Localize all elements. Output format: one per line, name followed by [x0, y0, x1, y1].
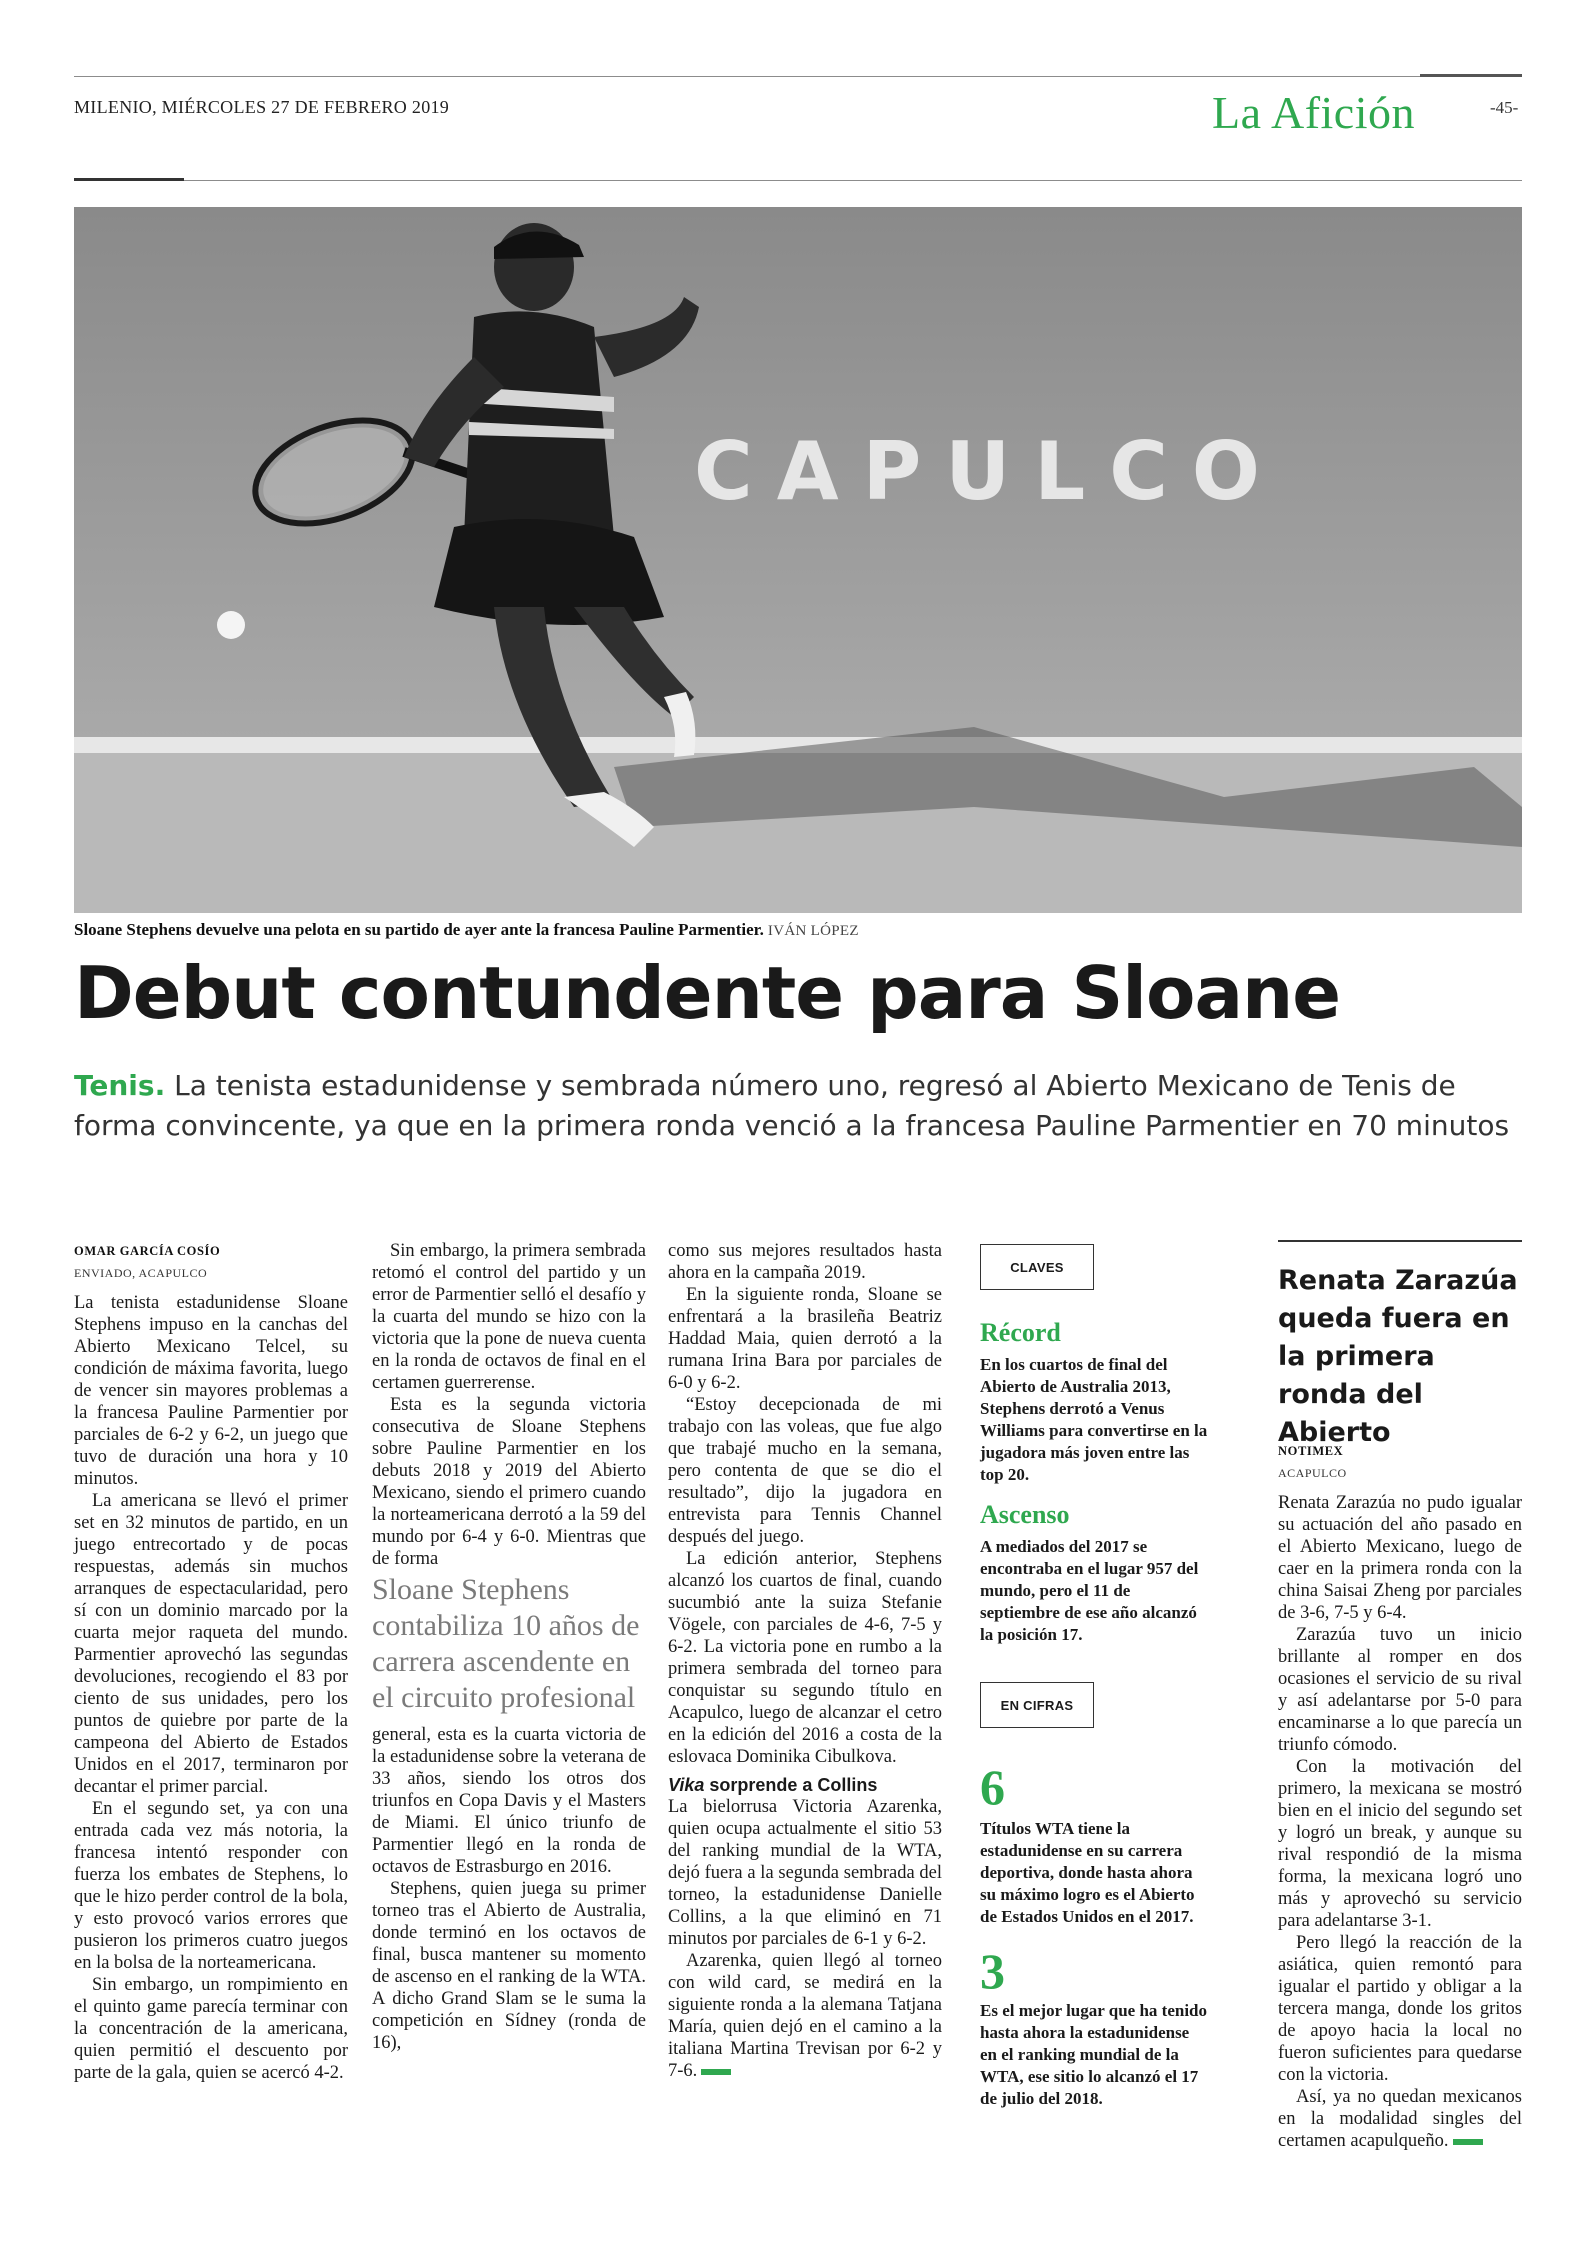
article-column-3 — [668, 1240, 942, 2082]
side-article-headline: Renata Zarazúa queda fuera en la primera ronda del Abierto — [1278, 1265, 1518, 1448]
deck-line-2: forma convincente, ya que en la primera ronda venció a la francesa Pauline Parmentier en 70 minutos — [74, 1109, 1510, 1142]
record-text: En los cuartos de final del Abierto de Australia 2013, Stephens derrotó a Venus Williams para convertirse en la jugadora más joven entre las top 20. — [980, 1355, 1208, 1484]
paragraph: Zarazúa tuvo un inicio brillante al romper en dos ocasiones el servicio de su rival y así adelantarse por 5-0 para encaminarse a lo que parecía un triunfo cómodo. — [1278, 1625, 1522, 1755]
figure-number-3: 3 — [980, 1943, 1005, 1999]
page-number: -45- — [1490, 98, 1519, 117]
deck — [74, 1066, 1534, 1146]
paragraph: Sin embargo, un rompimiento en el quinto game parecía terminar con la concentración de la americana, quien permitió el descuento por parte de la gala, quien se acercó 4-2. — [74, 1975, 348, 2083]
ascenso-title: Ascenso — [980, 1500, 1070, 1529]
paragraph: Pero llegó la reacción de la asiática, quien remontó para igualar el partido y obligar a la tercera manga, donde los gritos de apoyo hacia la local no fueron suficientes para quedarse con la victoria. — [1278, 1933, 1522, 2085]
photo-credit: IVÁN LÓPEZ — [767, 923, 859, 939]
byline: OMAR GARCÍA COSÍO — [74, 1244, 221, 1258]
paragraph: La bielorrusa Victoria Azarenka, quien ocupa actualmente el sitio 53 del ranking mundial de la WTA, dejó fuera a la segunda sembrada del torneo, la estadunidense Danielle Collins, a la que eliminó en 71 minutos por parciales de 6-1 y 6-2. — [668, 1797, 942, 1949]
header-bottom-rule-accent — [74, 178, 184, 181]
en-cifras-label: EN CIFRAS — [980, 1682, 1094, 1728]
header-bottom-rule — [74, 180, 1522, 181]
paragraph: La americana se llevó el primer set en 32 minutos de partido, en un juego entrecortado y de pocas respuestas, además sin muchos arranques de espectacularidad, pero sí con un dominio marcado por la cuarta mejor raqueta del mundo. Parmentier aprovechó las segundas devoluciones, recogiendo el 83 por ciento de sus unidades, pero los puntos de quiebre por parte de la campeona del Abierto de Estados Unidos en el 2017, terminaron por decantar el primer parcial. — [74, 1491, 348, 1797]
paragraph — [1278, 2086, 1522, 2152]
paragraph — [668, 1950, 942, 2082]
deck-kicker: Tenis. — [74, 1069, 166, 1102]
court-lettering: CAPULCO — [694, 425, 1284, 518]
side-byline-location: ACAPULCO — [1278, 1466, 1347, 1480]
side-article-body — [1278, 1440, 1522, 2152]
caption-text: Sloane Stephens devuelve una pelota en su partido de ayer ante la francesa Pauline Parmentier. — [74, 920, 764, 939]
header-rule — [74, 76, 1522, 77]
side-byline: NOTIMEX — [1278, 1444, 1344, 1458]
paragraph: En el segundo set, ya con una entrada cada vez más notoria, la francesa intentó responder con fuerza los embates de Stephens, lo que le hizo perder control de la bola, y esto provocó varios errores que pusieron los primeros cuatro juegos en la bolsa de la norteamericana. — [74, 1799, 348, 1973]
record-title: Récord — [980, 1318, 1061, 1347]
paragraph: La tenista estadunidense Sloane Stephens impuso en la canchas del Abierto Mexicano Telcel, su condición de máxima favorita, luego de vencer sin mayores problemas a la francesa Pauline Parmentier por parciales de 6-2 y 6-2, un juego que tuvo de duración una hora y 10 minutos. — [74, 1293, 348, 1489]
byline-location: ENVIADO, ACAPULCO — [74, 1266, 208, 1280]
paragraph: general, esta es la cuarta victoria de la estadunidense sobre la veterana de 33 años, siendo los otros dos triunfos en Copa Davis y el Masters de Miami. El único triunfo de Parmentier llegó en la ronda de octavos de Estrasburgo en 2016. — [372, 1725, 646, 1877]
article-column-1 — [74, 1240, 348, 2084]
header-rule-accent — [1420, 74, 1522, 77]
figure-text-6: Títulos WTA tiene la estadunidense en su carrera deportiva, donde hasta ahora su máximo logro es el Abierto de Estados Unidos en el 2017. — [980, 1819, 1195, 1926]
tennis-photo-illustration — [74, 207, 1522, 913]
paragraph: Renata Zarazúa no pudo igualar su actuación del año pasado en el Abierto Mexicano, luego de caer en la primera ronda con la china Saisai Zheng por parciales de 3-6, 7-5 y 6-4. — [1278, 1493, 1522, 1623]
subhead-text: sorprende a Collins — [704, 1775, 878, 1795]
article-column-2 — [372, 1240, 646, 2054]
main-headline: Debut contundente para Sloane — [74, 951, 1341, 1035]
paragraph: “Estoy decepcionada de mi trabajo con las voleas, que fue algo que trabajé mucho en la semana, pero contenta de que se dio el resultado”, dijo la jugadora en entrevista para Tennis Channel después del juego. — [668, 1395, 942, 1547]
paragraph-text: Azarenka, quien llegó al torneo con wild card, se medirá en la siguiente ronda a la alemana Tatjana María, quien dejó en el camino a la italiana Martina Trevisan por 6-2 y 7-6. — [668, 1951, 942, 2081]
claves-label: CLAVES — [980, 1244, 1094, 1290]
deck-line-1: La tenista estadunidense y sembrada número uno, regresó al Abierto Mexicano de Tenis de — [165, 1069, 1456, 1102]
paragraph: Con la motivación del primero, la mexicana se mostró bien en el inicio del segundo set y logró un break, y aunque su rival respondió de la misma forma, la mexicana logró uno más y aprovechó su servicio para adelantarse 3-1. — [1278, 1757, 1522, 1931]
paragraph: Esta es la segunda victoria consecutiva de Sloane Stephens sobre Pauline Parmentier en los debuts 2018 y 2019 del Abierto Mexicano, siendo el primero cuando la norteamericana derrotó a la 59 del mundo por 6-4 y 6-0. Mientras que de forma — [372, 1395, 646, 1569]
paragraph-text: Así, ya no quedan mexicanos en la modalidad singles del certamen acapulqueño. — [1278, 2087, 1522, 2151]
section-title: La Afición — [1212, 87, 1415, 138]
photo-caption — [74, 920, 859, 940]
paragraph: Stephens, quien juega su primer torneo tras el Abierto de Australia, donde terminó en los octavos de final, busca mantener su momento de ascenso en el ranking de la WTA. A dicho Grand Slam se le suma la competición en Sídney (ronda de 16), — [372, 1879, 646, 2053]
end-mark — [701, 2069, 731, 2075]
paragraph: En la siguiente ronda, Sloane se enfrentará a la brasileña Beatriz Haddad Maia, quien derrotó a la rumana Irina Bara por parciales de 6-0 y 6-2. — [668, 1285, 942, 1393]
pull-quote: Sloane Stephens contabiliza 10 años de carrera ascendente en el circuito profesional — [372, 1573, 640, 1714]
paragraph: La edición anterior, Stephens alcanzó los cuartos de final, cuando sucumbió ante la suiza Stefanie Vögele, con parciales de 4-6, 7-5 y 6-2. La victoria pone en rumbo a la primera sembrada del torneo para conquistar su segundo título en Acapulco, luego de alcanzar el cetro en la edición del 2016 a costa de la eslovaca Dominika Cibulkova. — [668, 1549, 942, 1767]
tennis-photo — [74, 207, 1522, 913]
end-mark — [1453, 2139, 1483, 2145]
newspaper-date: MILENIO, MIÉRCOLES 27 DE FEBRERO 2019 — [74, 97, 450, 117]
ascenso-text: A mediados del 2017 se encontraba en el lugar 957 del mundo, pero el 11 de septiembre de ese año alcanzó la posición 17. — [980, 1537, 1199, 1644]
subhead-italic: Vika — [668, 1775, 705, 1795]
side-article-rule — [1278, 1240, 1522, 1242]
figure-text-3: Es el mejor lugar que ha tenido hasta ahora la estadunidense en el ranking mundial de la WTA, ese sitio lo alcanzó el 17 de julio del 2018. — [980, 2001, 1207, 2108]
subhead — [668, 1774, 942, 1796]
paragraph: como sus mejores resultados hasta ahora en la campaña 2019. — [668, 1241, 942, 1283]
figure-number-6: 6 — [980, 1759, 1005, 1815]
paragraph: Sin embargo, la primera sembrada retomó el control del partido y un error de Parmentier selló el desafío y la cuarta del mundo se hizo con la victoria que la pone de nueva cuenta en la ronda de octavos de final en el certamen guerrerense. — [372, 1241, 646, 1393]
